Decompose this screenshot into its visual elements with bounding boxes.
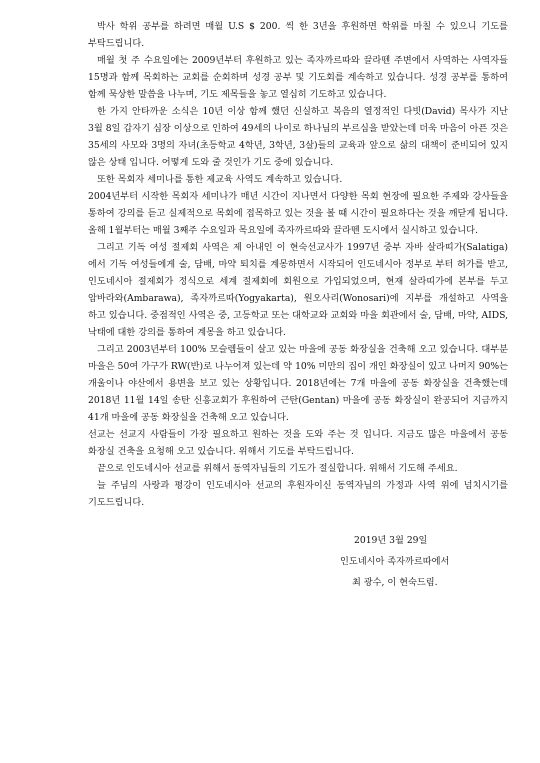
paragraph-pastor-david: 한 가지 안타까운 소식은 10년 이상 함께 했던 신실하고 복음의 열정적인 다빗(David) 목사가 지난 3월 8일 갑자기 심장 이상으로 인하여 49세의 나이로 하나님의 부르심을 받았는데 더욱 마음이 아픈 것은 35세의 사모와 3명의 자녀(초등학교 4학년, 3학년, 3살)들의 교육과 앞으로 삶의 대책이 준비되어 있지 않은 상태 입니다. 어떻게 도와 줄 것인가 기도 중에 있습니다.: [88, 106, 508, 168]
signature-date: 2019년 3월 29일: [354, 535, 428, 546]
signature-names: 최 광수, 이 현숙드림.: [352, 577, 438, 588]
signature-place: 인도네시아 족자까르따에서: [340, 556, 450, 567]
paragraph-seminar: 2004년부터 시작한 목회자 세미나가 매년 시간이 지나면서 다양한 목회 현장에 필요한 주제와 강사들을 통하여 강의를 듣고 실제적으로 목회에 접목하고 있는 것을 볼 때 시간이 필요하다는 것을 깨닫게 됩니다. 올해 1월부터는 매월 3째주 수요일과 목요일에 족자까르따와 끌라뗀 도시에서 실시하고 있습니다.: [88, 191, 508, 236]
signature-block: [340, 530, 449, 593]
paragraph-mission-needs: 선교는 선교지 사람들이 가장 필요하고 원하는 것을 도와 주는 것 입니다. 지금도 많은 마을에서 공동 화장실 건축을 요청해 오고 있습니다. 위해서 기도를 부탁드립니다.: [88, 429, 508, 457]
paragraph-prayer-request: 끝으로 인도네시아 선교를 위해서 동역자님들의 기도가 절실합니다. 위해서 기도해 주세요.: [97, 463, 458, 474]
paragraph-blessing: 늘 주님의 사랑과 평강이 인도네시아 선교의 후원자이신 동역자님의 가정과 사역 위에 넘치시기를 기도드립니다.: [88, 480, 508, 508]
paragraph-phd-support: 박사 학위 공부를 하려면 매월 U.S $ 200. 씩 한 3년을 후원하면 학위를 마칠 수 있으니 기도를 부탁드립니다.: [88, 21, 508, 49]
paragraph-temperance: 그리고 기독 여성 절제회 사역은 제 아내인 이 현숙선교사가 1997년 중부 자바 살라띠가(Salatiga)에서 기독 여성들에게 술, 담배, 마약 퇴치를 계몽하면서 시작되어 인도네시아 정부로 부터 허가를 받고, 인도네시아 절제회가 정식으로 세계 절제회에 회원으로 가입되었으며, 현재 살라띠가에 본부를 두고 암바라와(Ambarawa), 족자까르따(Yogyakarta), 원오사리(Wonosari)에 지부를 개설하고 사역을 하고 있습니다. 중점적인 사역은 중, 고등학교 또는 대학교와 교회와 마을 회관에서 술, 담배, 마약, AIDS, 낙태에 대한 강의를 통하여 계몽을 하고 있습니다.: [88, 242, 508, 338]
paragraph-bible-study: 매월 첫 주 수요일에는 2009년부터 후원하고 있는 족자까르따와 끌라뗀 주변에서 사역하는 사역자들 15명과 함께 목회하는 교회를 순회하며 성경 공부 및 기도회를 계속하고 있습니다. 성경 공부를 통하여 함께 묵상한 말씀을 나누며, 기도 제목들을 놓고 열심히 기도하고 있습니다.: [88, 55, 508, 100]
paragraph-seminar-intro: 또한 목회자 세미나를 통한 제교육 사역도 계속하고 있습니다.: [97, 174, 343, 185]
letter-body: [88, 18, 508, 511]
paragraph-toilets: 그리고 2003년부터 100% 모슬렘들이 살고 있는 마을에 공동 화장실을 건축해 오고 있습니다. 대부분 마을은 50여 가구가 RW(반)로 나누어져 있는데 약 10% 미만의 집이 개인 화장실이 있고 나머지 90%는 개울이나 야산에서 용변을 보고 있는 상황입니다. 2018년에는 7개 마을에 공동 화장실을 건축했는데 2018년 11월 14일 송탄 신흥교회가 후원하여 근탄(Gentan) 마을에 공동 화장실이 완공되어 지금까지 41개 마을에 공동 화장실을 건축해 오고 있습니다.: [88, 344, 508, 423]
